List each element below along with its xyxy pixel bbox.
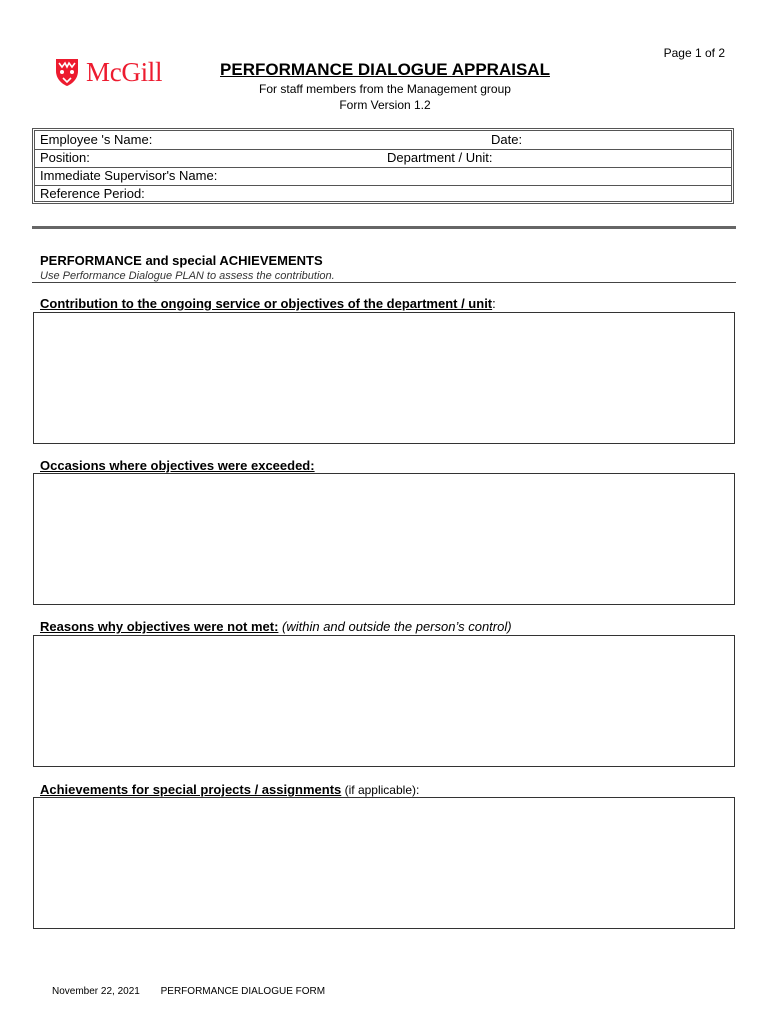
footer-form-name: PERFORMANCE DIALOGUE FORM: [160, 986, 326, 997]
reference-period-label: Reference Period:: [40, 186, 145, 201]
crest-icon: [54, 57, 80, 87]
subtitle: For staff members from the Management group: [259, 82, 511, 96]
employee-info-box: [32, 128, 734, 204]
position-label: Position:: [40, 150, 90, 165]
date-label: Date:: [491, 132, 523, 147]
page-number: Page 1 of 2: [663, 46, 725, 60]
mcgill-logo: [54, 57, 162, 87]
question-label-special-projects: Achievements for special projects / assignments (if applicable):: [40, 782, 420, 797]
answer-box-special-projects[interactable]: [33, 797, 735, 929]
question-label-contribution: Contribution to the ongoing service or objectives of the department / unit:: [40, 296, 496, 311]
separator-line: [32, 226, 736, 229]
answer-box-contribution[interactable]: [33, 312, 735, 444]
supervisor-label: Immediate Supervisor's Name:: [40, 168, 218, 183]
page-title: PERFORMANCE DIALOGUE APPRAISAL: [220, 60, 550, 79]
answer-box-exceeded[interactable]: [33, 473, 735, 605]
question-label-not-met: Reasons why objectives were not met: (within and outside the person’s control): [40, 619, 512, 634]
employee-name-label: Employee 's Name:: [40, 132, 153, 147]
info-row-supervisor: [35, 167, 731, 186]
form-version: [200, 98, 570, 112]
footer-date: November 22, 2021: [52, 986, 140, 997]
department-label: Department / Unit:: [387, 150, 493, 165]
section-note: Use Performance Dialogue PLAN to assess the contribution.: [40, 270, 335, 282]
footer: [52, 986, 343, 997]
answer-box-not-met[interactable]: [33, 635, 735, 767]
form-version-text: Form Version 1.2: [339, 98, 431, 112]
section-divider: [32, 282, 736, 283]
info-row-employee: [35, 131, 731, 150]
logo-wordmark: McGill: [86, 56, 163, 87]
info-row-position: [35, 149, 731, 168]
title-block: [200, 60, 570, 112]
question-label-exceeded: Occasions where objectives were exceeded:: [40, 458, 315, 473]
section-title: PERFORMANCE and special ACHIEVEMENTS: [40, 253, 323, 268]
info-row-period: [35, 185, 731, 203]
